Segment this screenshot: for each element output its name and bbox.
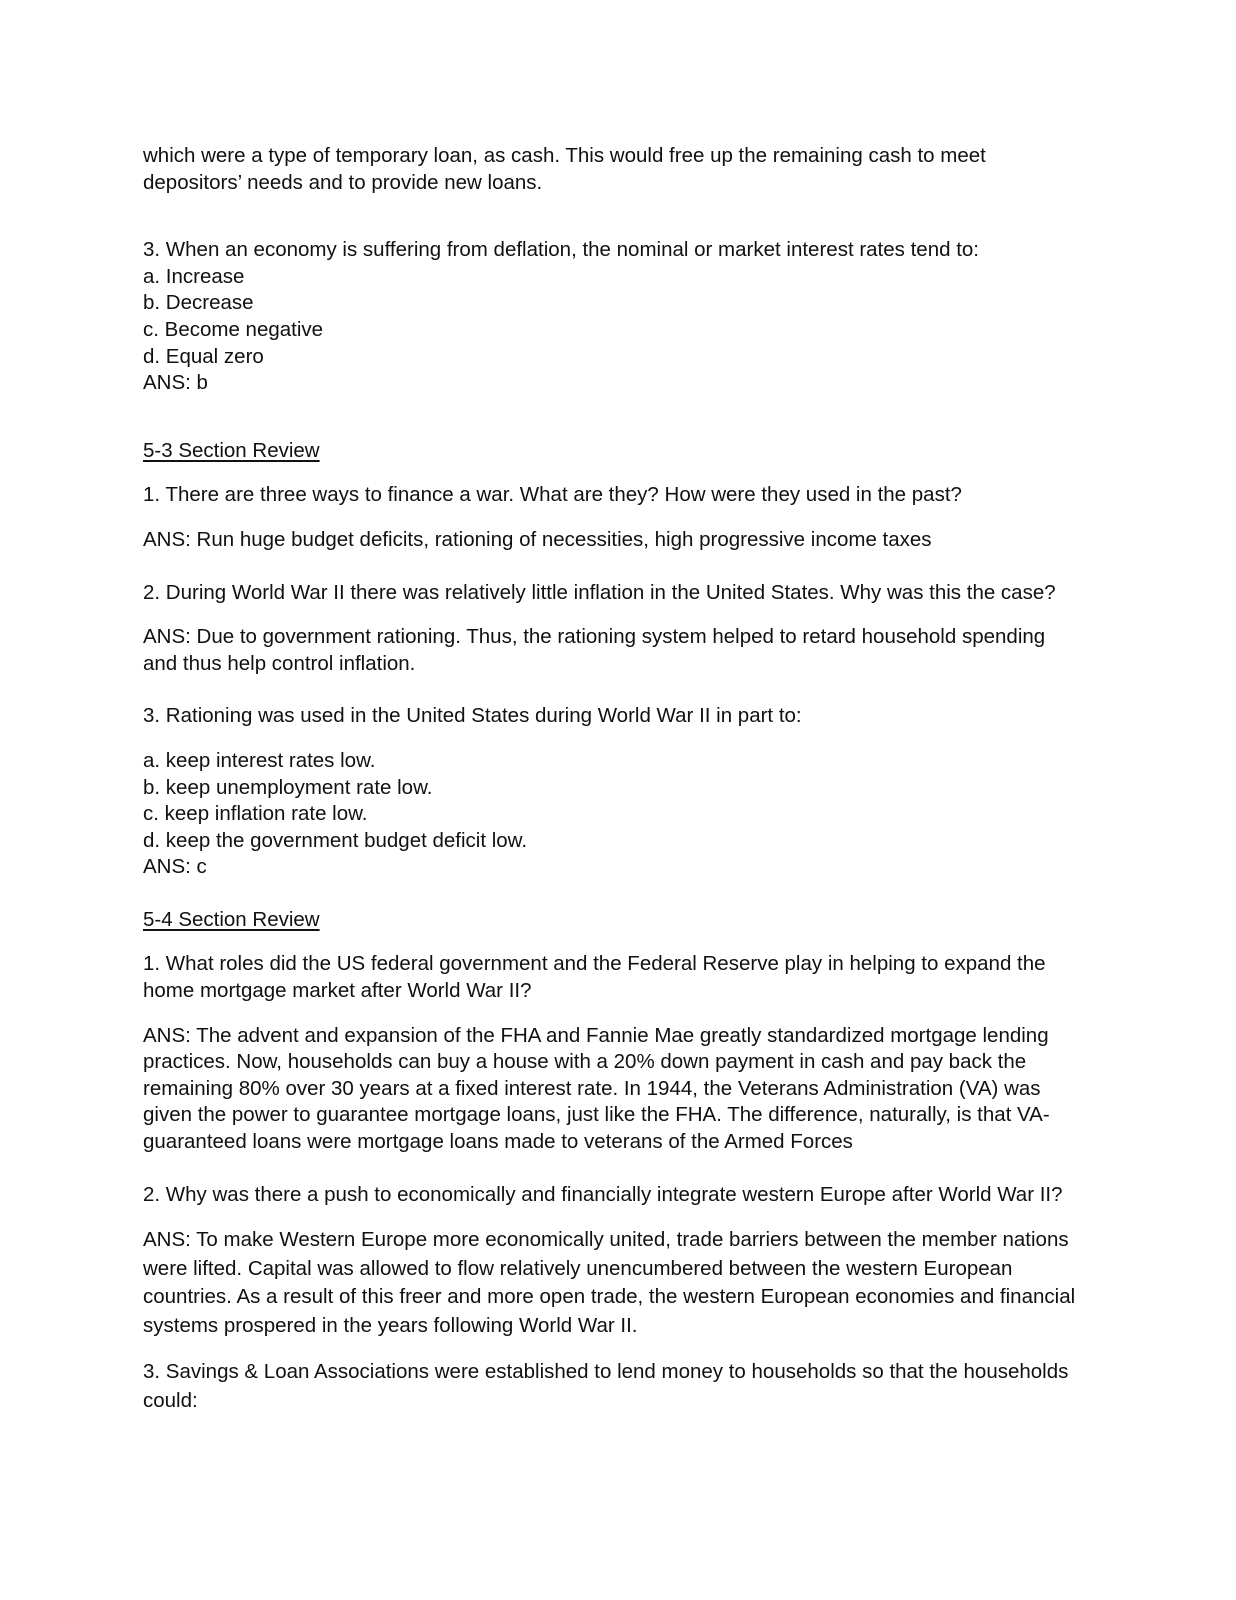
option-a: a. Increase: [143, 264, 245, 288]
question-1-line: 1. What roles did the US federal government and the Federal Reserve play in helping to expand the: [143, 952, 1046, 976]
text-line: which were a type of temporary loan, as cash. This would free up the remaining cash to meet: [143, 144, 986, 167]
answer-2-line: countries. As a result of this freer and more open trade, the western European economies and financial: [143, 1285, 1076, 1309]
question-text: 3. When an economy is suffering from deflation, the nominal or market interest rates tend to:: [143, 238, 979, 262]
question-3-line: 3. Savings & Loan Associations were established to lend money to households so that the households: [143, 1360, 1069, 1384]
answer-2-line: systems prospered in the years following World War II.: [143, 1313, 638, 1337]
answer-3: ANS: c: [143, 855, 207, 879]
deflation-question-block: [143, 237, 1073, 397]
answer-2-line: ANS: Due to government rationing. Thus, the rationing system helped to retard household spending: [143, 625, 1046, 649]
answer-1-line: given the power to guarantee mortgage loans, just like the FHA. The difference, naturally, is that VA-: [143, 1103, 1050, 1127]
option-a: a. keep interest rates low.: [143, 748, 376, 772]
question-2: 2. Why was there a push to economically and financially integrate western Europe after World War II?: [143, 1182, 1063, 1206]
question-3-line: could:: [143, 1388, 198, 1412]
question-1-line: home mortgage market after World War II?: [143, 979, 532, 1003]
intro-paragraph: [143, 143, 1073, 196]
option-b: b. Decrease: [143, 291, 254, 315]
answer-2-line: and thus help control inflation.: [143, 651, 416, 675]
answer-1-line: remaining 80% over 30 years at a fixed interest rate. In 1944, the Veterans Administration (VA) was: [143, 1076, 1041, 1100]
section-heading: 5-4 Section Review: [143, 907, 320, 931]
section-heading: 5-3 Section Review: [143, 438, 320, 462]
option-c: c. keep inflation rate low.: [143, 802, 368, 826]
option-b: b. keep unemployment rate low.: [143, 775, 433, 799]
answer-text: ANS: b: [143, 371, 208, 395]
question-2: 2. During World War II there was relatively little inflation in the United States. Why was this the case?: [143, 580, 1056, 604]
option-c: c. Become negative: [143, 317, 324, 341]
answer-1-line: guaranteed loans were mortgage loans made to veterans of the Armed Forces: [143, 1130, 853, 1154]
section-5-4: [143, 907, 1076, 1415]
answer-1: ANS: Run huge budget deficits, rationing of necessities, high progressive income taxes: [143, 527, 932, 551]
option-d: d. Equal zero: [143, 344, 264, 368]
answer-2-line: were lifted. Capital was allowed to flow relatively unencumbered between the western European: [143, 1256, 1013, 1280]
document-page: [143, 143, 1076, 1415]
question-3: 3. Rationing was used in the United States during World War II in part to:: [143, 704, 802, 728]
question-1: 1. There are three ways to finance a war. What are they? How were they used in the past?: [143, 483, 962, 507]
text-line: depositors’ needs and to provide new loans.: [143, 170, 543, 194]
option-d: d. keep the government budget deficit low.: [143, 828, 528, 852]
answer-1-line: practices. Now, households can buy a house with a 20% down payment in cash and pay back the: [143, 1050, 1027, 1074]
answer-1-line: ANS: The advent and expansion of the FHA and Fannie Mae greatly standardized mortgage lending: [143, 1023, 1049, 1047]
answer-2-line: ANS: To make Western Europe more economically united, trade barriers between the member nations: [143, 1228, 1069, 1252]
section-5-3: [143, 438, 1073, 881]
